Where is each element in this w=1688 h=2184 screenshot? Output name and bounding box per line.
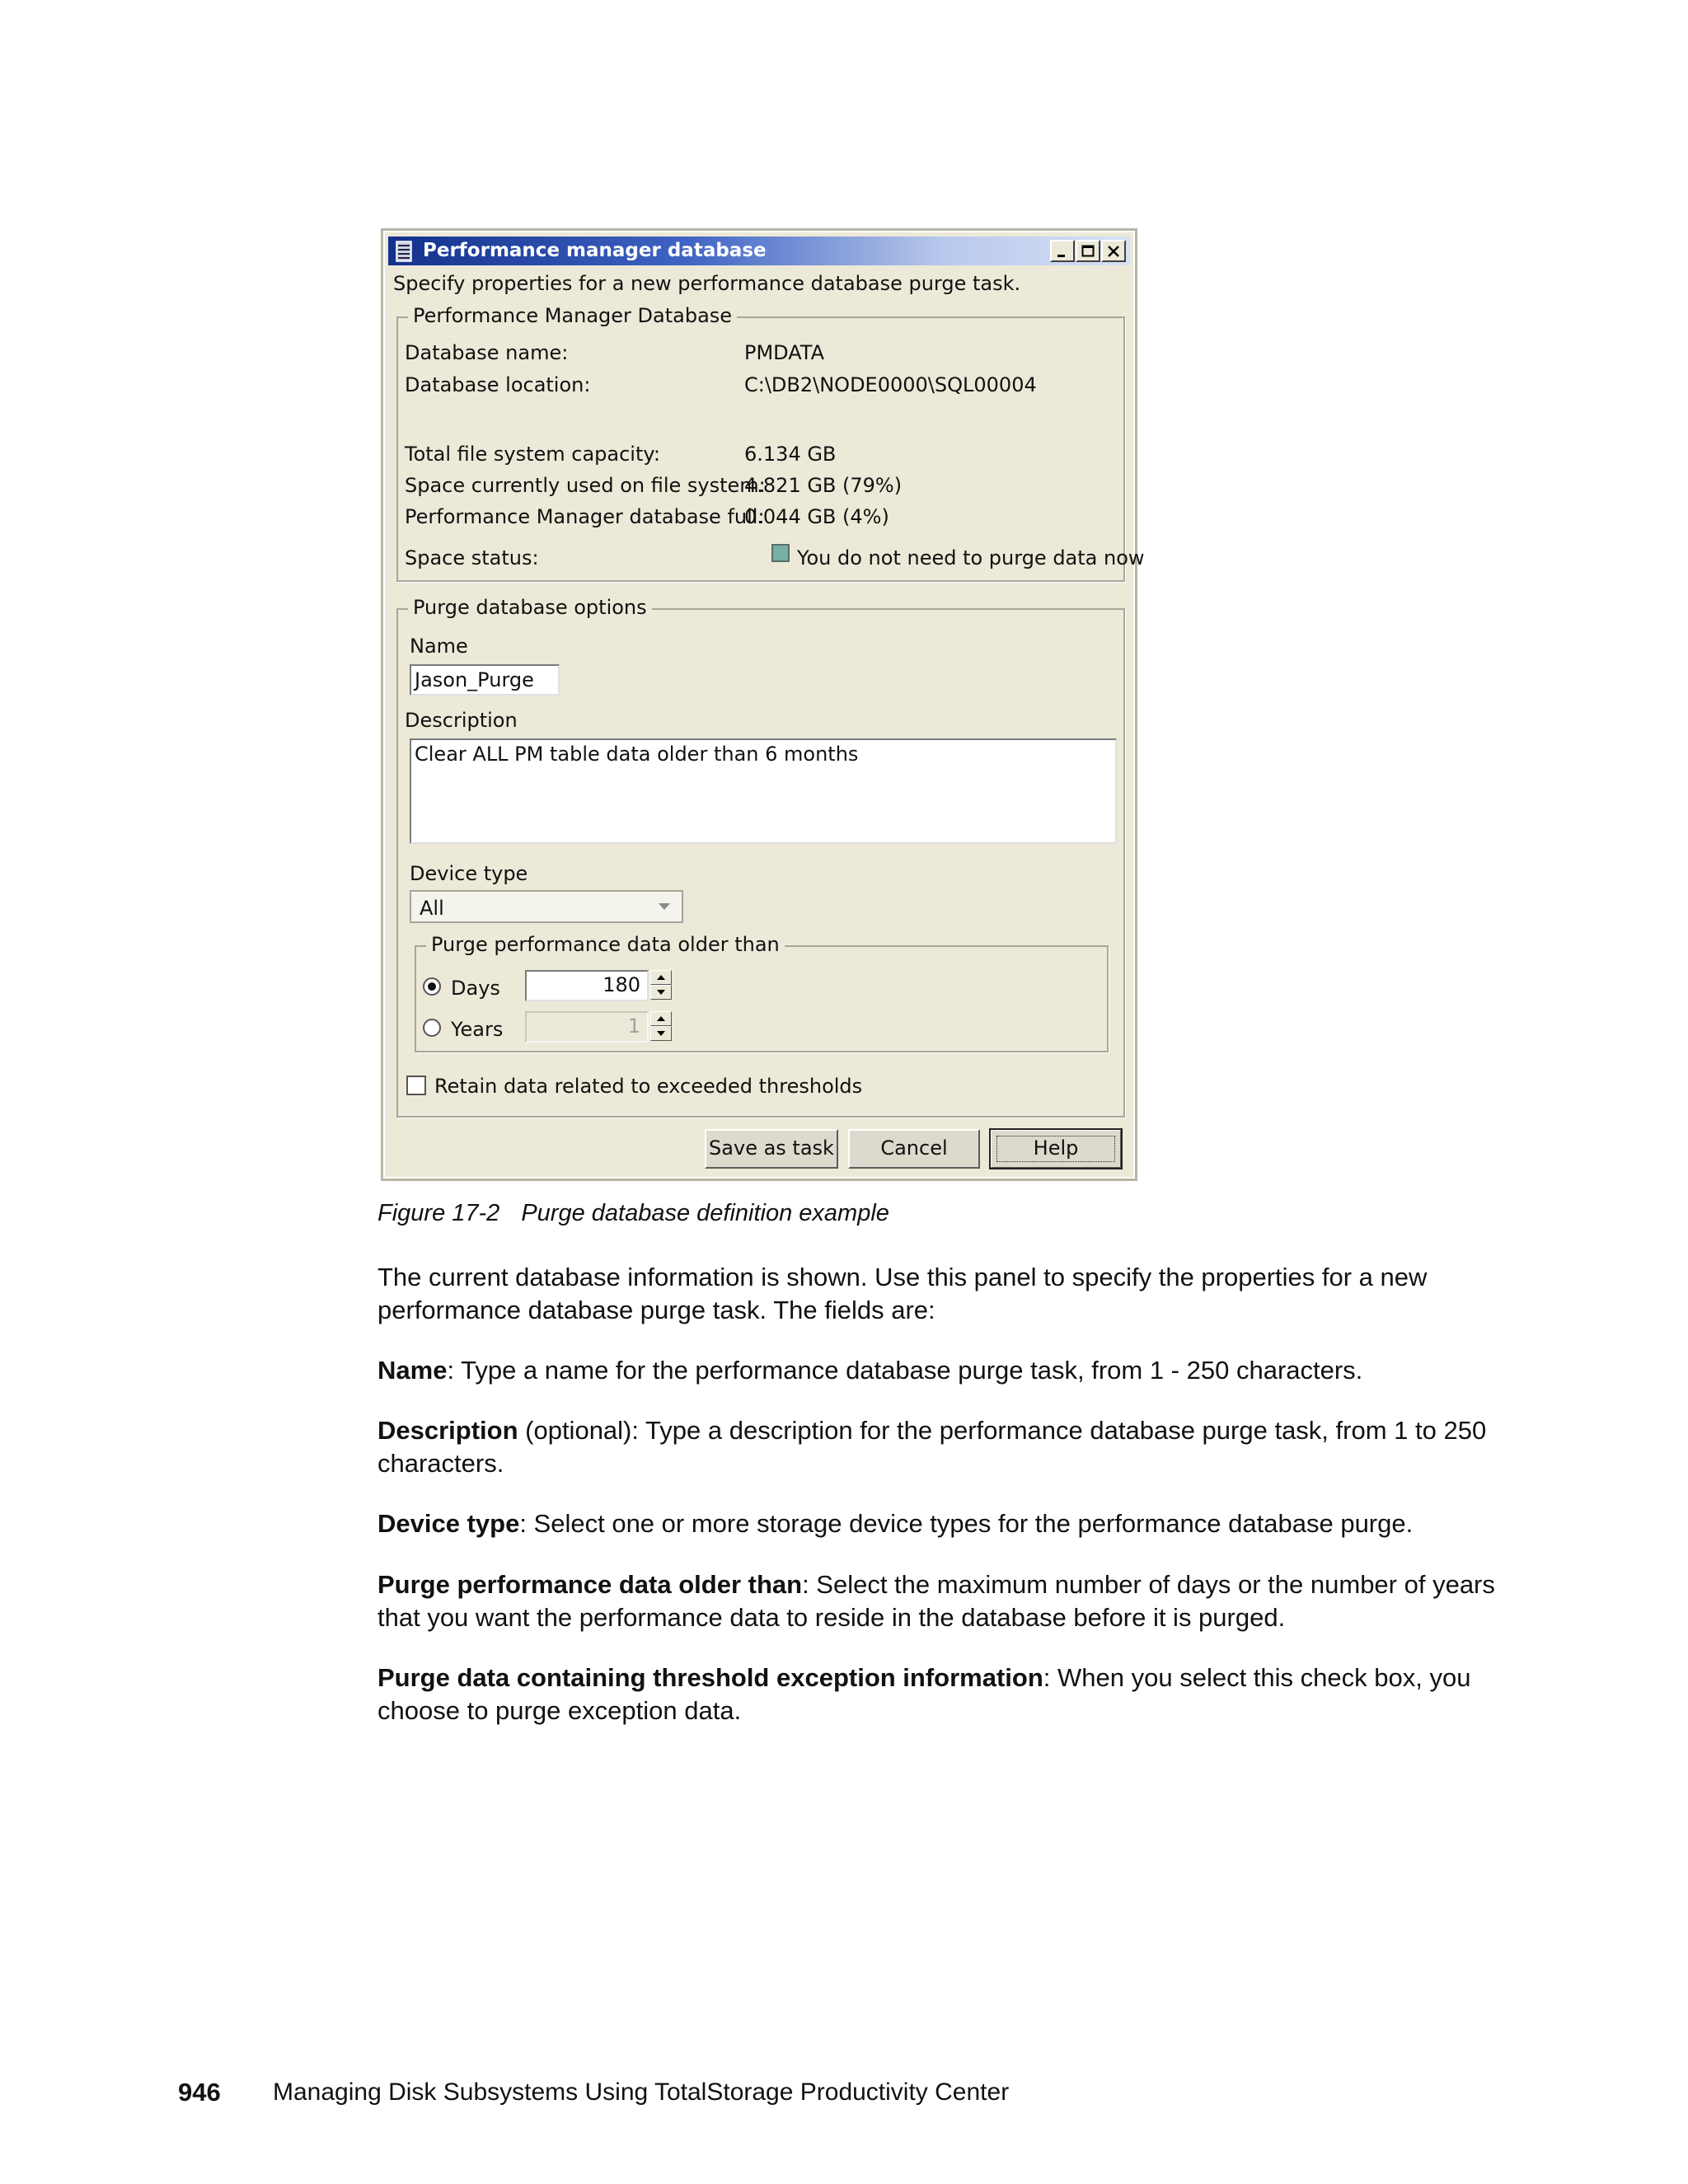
purge-options-legend: Purge database options [408, 596, 652, 619]
days-spinner[interactable] [650, 970, 672, 1000]
purge-options-group [396, 596, 1125, 1118]
field-term: Description [377, 1416, 518, 1445]
maximize-button[interactable] [1076, 240, 1100, 262]
arrow-up-icon [657, 1016, 665, 1021]
field-text: : Type a name for the performance database purge task, from 1 - 250 characters. [447, 1356, 1363, 1385]
pm-database-full-label: Performance Manager database full: [405, 505, 765, 528]
help-button[interactable]: Help [990, 1129, 1122, 1169]
days-value-field[interactable]: 180 [525, 970, 649, 1001]
task-name-input[interactable] [410, 664, 560, 696]
retain-thresholds-checkbox[interactable] [406, 1076, 426, 1095]
days-radio[interactable] [423, 977, 441, 996]
field-description-description [377, 1414, 1531, 1480]
window-title: Performance manager database [423, 240, 767, 261]
pm-database-full-value: 0.044 GB (4%) [744, 505, 889, 528]
task-name-value: Jason_Purge [415, 668, 534, 691]
database-location-label: Database location: [405, 373, 591, 396]
chevron-down-icon [659, 903, 670, 910]
description-value: Clear ALL PM table data older than 6 months [415, 743, 859, 766]
field-term: Purge data containing threshold exception information [377, 1663, 1043, 1692]
days-label: Days [451, 977, 500, 1000]
field-text: : Select the maximum number of days or the number of years that you want the performance data to reside in the database before it is purged. [377, 1570, 1495, 1632]
figure-caption-text: Purge database definition example [521, 1200, 889, 1226]
field-description-device-type [377, 1507, 1531, 1540]
figure-number: Figure 17-2 [377, 1200, 500, 1226]
minimize-icon [1056, 245, 1069, 258]
database-icon [395, 241, 413, 262]
years-spinner[interactable] [650, 1011, 672, 1041]
years-value-field[interactable]: 1 [525, 1011, 649, 1043]
database-group-legend: Performance Manager Database [408, 304, 737, 327]
retain-thresholds-label: Retain data related to exceeded thresholds [434, 1075, 863, 1098]
save-as-task-button[interactable]: Save as task [705, 1129, 838, 1169]
database-info-group [396, 304, 1145, 582]
figure-caption [377, 1200, 889, 1227]
space-used-value: 4.821 GB (79%) [744, 474, 903, 497]
close-icon [1107, 245, 1120, 258]
minimize-button[interactable] [1050, 240, 1075, 262]
older-than-group [415, 933, 1109, 1052]
device-type-value: All [420, 897, 444, 920]
status-indicator-swatch [771, 544, 790, 562]
space-used-label: Space currently used on file system: [405, 474, 766, 497]
arrow-up-icon [657, 975, 665, 980]
description-textarea[interactable] [410, 738, 1117, 844]
years-radio[interactable] [423, 1019, 441, 1037]
device-type-label: Device type [410, 862, 528, 885]
intro-paragraph: The current database information is shown. Use this panel to specify the properties for a new performance database purge task. The fields are: [377, 1263, 1428, 1324]
page-number: 946 [178, 2078, 221, 2107]
title-bar[interactable] [388, 237, 1130, 265]
field-term: Name [377, 1356, 448, 1385]
arrow-down-icon [657, 1031, 665, 1036]
field-description-name [377, 1354, 1531, 1387]
capacity-label: Total file system capacity: [405, 443, 660, 466]
field-text: : When you select this check box, you choose to purge exception data. [377, 1663, 1471, 1725]
capacity-value: 6.134 GB [744, 443, 837, 466]
field-description-purge-older [377, 1568, 1531, 1634]
dialog-instructions: Specify properties for a new performance database purge task. [393, 272, 1021, 295]
device-type-select[interactable] [410, 890, 683, 923]
years-increment-button[interactable] [650, 1011, 672, 1026]
maximize-icon [1081, 245, 1095, 258]
performance-manager-database-dialog [381, 228, 1145, 1181]
space-status-value: You do not need to purge data now [797, 546, 1145, 569]
database-name-label: Database name: [405, 341, 569, 364]
database-name-value: PMDATA [744, 341, 825, 364]
task-name-label: Name [410, 635, 468, 658]
database-location-value: C:\DB2\NODE0000\SQL00004 [744, 373, 1037, 396]
field-term: Device type [377, 1509, 520, 1538]
arrow-down-icon [657, 990, 665, 995]
cancel-button[interactable]: Cancel [848, 1129, 980, 1169]
close-button[interactable] [1101, 240, 1126, 262]
space-status-label: Space status: [405, 546, 539, 569]
book-title: Managing Disk Subsystems Using TotalStorage Productivity Center [273, 2079, 1010, 2106]
years-label: Years [451, 1018, 504, 1041]
field-term: Purge performance data older than [377, 1570, 803, 1599]
field-description-threshold [377, 1661, 1531, 1727]
field-text: (optional): Type a description for the performance database purge task, from 1 to 250 characters. [377, 1416, 1487, 1478]
older-than-legend: Purge performance data older than [426, 933, 785, 956]
field-text: : Select one or more storage device types for the performance database purge. [519, 1509, 1414, 1538]
description-label: Description [405, 709, 518, 732]
days-increment-button[interactable] [650, 970, 672, 985]
days-decrement-button[interactable] [650, 985, 672, 1000]
years-decrement-button[interactable] [650, 1026, 672, 1041]
